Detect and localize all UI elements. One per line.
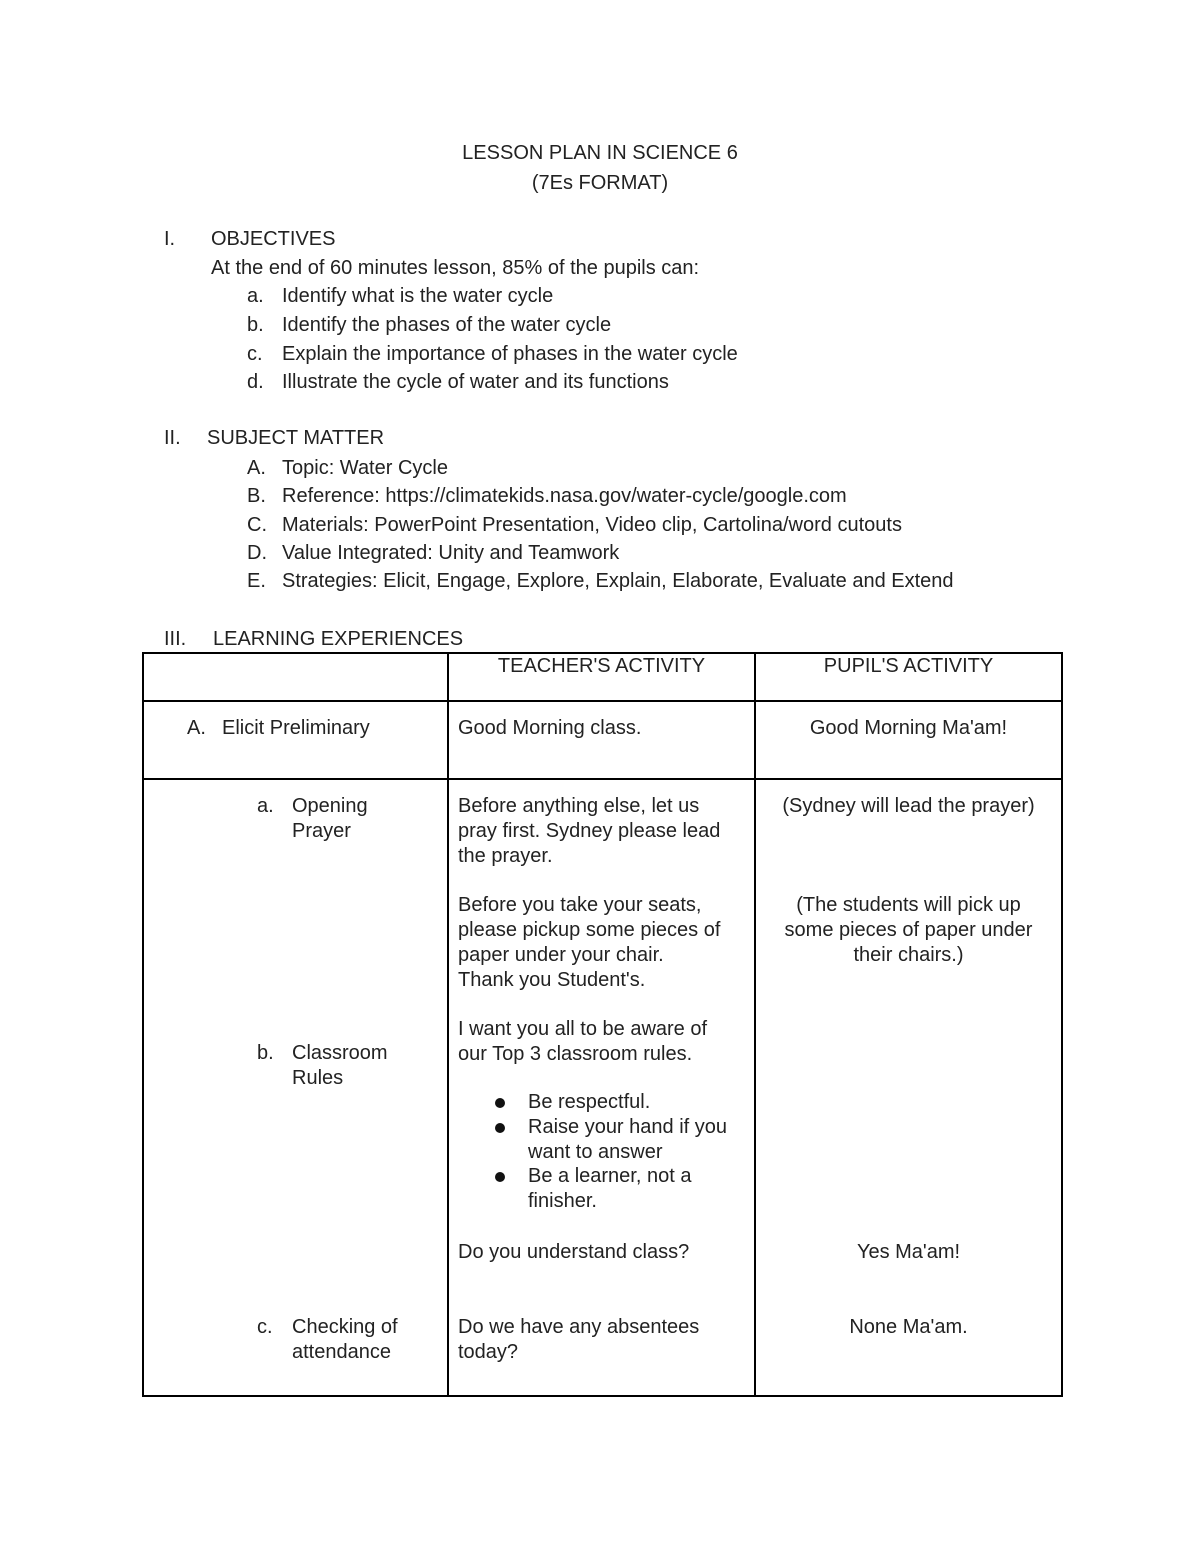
table-header-pupil: PUPIL'S ACTIVITY xyxy=(755,653,1062,701)
pupil-none: None Ma'am. xyxy=(849,1316,968,1338)
list-item: Identify the phases of the water cycle xyxy=(282,314,612,336)
text-line: paper under your chair. xyxy=(458,944,664,966)
section-numeral: I. xyxy=(164,228,176,250)
list-item: Explain the importance of phases in the water cycle xyxy=(282,343,738,365)
text-line: today? xyxy=(458,1341,519,1363)
list-item xyxy=(528,1115,727,1165)
list-item xyxy=(528,1090,650,1115)
teacher-seats xyxy=(458,893,720,993)
label-line: Rules xyxy=(292,1067,344,1089)
teacher-absentees xyxy=(458,1315,699,1365)
pupil-cell xyxy=(755,701,1062,779)
table-header-empty xyxy=(143,653,448,701)
list-item: Materials: PowerPoint Presentation, Video clip, Cartolina/word cutouts xyxy=(282,514,902,536)
list-letter: B. xyxy=(247,485,266,507)
text-line: want to answer xyxy=(528,1141,663,1163)
list-item: Topic: Water Cycle xyxy=(282,457,448,479)
teacher-greeting: Good Morning class. xyxy=(458,717,642,739)
sub-letter: c. xyxy=(257,1316,273,1338)
text-line: finisher. xyxy=(528,1190,597,1212)
list-item: Strategies: Elicit, Engage, Explore, Explain, Elaborate, Evaluate and Extend xyxy=(282,570,954,592)
list-item xyxy=(528,1164,691,1214)
list-item: Identify what is the water cycle xyxy=(282,285,554,307)
list-letter: C. xyxy=(247,514,267,536)
text-line: Be a learner, not a xyxy=(528,1165,692,1187)
section-numeral: III. xyxy=(164,628,187,650)
list-item: Value Integrated: Unity and Teamwork xyxy=(282,542,620,564)
section-numeral: II. xyxy=(164,427,181,449)
learning-experiences-table xyxy=(142,652,1063,1397)
list-letter: E. xyxy=(247,570,266,592)
text-line: Raise your hand if you xyxy=(528,1116,728,1138)
text-line: Do we have any absentees xyxy=(458,1316,700,1338)
list-letter: a. xyxy=(247,285,264,307)
text-line: (The students will pick up xyxy=(796,894,1021,916)
row-label-cell xyxy=(143,701,448,779)
text-line: Before anything else, let us xyxy=(458,795,700,817)
list-letter: A. xyxy=(247,457,266,479)
row-label-cell xyxy=(143,779,448,1396)
row-letter: A. xyxy=(187,717,206,739)
section-heading-subject-matter: SUBJECT MATTER xyxy=(207,427,385,449)
pupil-greeting: Good Morning Ma'am! xyxy=(809,717,1008,739)
label-line: Checking of xyxy=(292,1316,398,1338)
sub-label-checking-attendance xyxy=(292,1315,398,1365)
pupil-paper xyxy=(756,893,1061,968)
bullet-icon xyxy=(495,1123,505,1133)
teacher-prayer xyxy=(458,794,720,869)
section-heading-learning-experiences: LEARNING EXPERIENCES xyxy=(213,628,464,650)
document-subtitle: (7Es FORMAT) xyxy=(531,172,669,194)
teacher-cell xyxy=(448,701,755,779)
text-line: the prayer. xyxy=(458,845,553,867)
objectives-intro: At the end of 60 minutes lesson, 85% of the pupils can: xyxy=(211,257,700,279)
list-letter: D. xyxy=(247,542,267,564)
table-header-row xyxy=(143,653,1062,701)
text-line: Thank you Student's. xyxy=(458,969,646,991)
list-letter: d. xyxy=(247,371,264,393)
text-line: our Top 3 classroom rules. xyxy=(458,1043,693,1065)
sub-letter: b. xyxy=(257,1042,274,1064)
list-item: Illustrate the cycle of water and its functions xyxy=(282,371,669,393)
text-line: I want you all to be aware of xyxy=(458,1018,708,1040)
text-line: some pieces of paper under xyxy=(784,919,1033,941)
label-line: Opening xyxy=(292,795,368,817)
text-line: their chairs.) xyxy=(853,944,964,966)
document-title: LESSON PLAN IN SCIENCE 6 xyxy=(462,142,738,164)
row-label: Elicit Preliminary xyxy=(222,717,370,739)
table-row xyxy=(143,779,1062,1396)
list-item: Reference: https://climatekids.nasa.gov/water-cycle/google.com xyxy=(282,485,847,507)
teacher-cell xyxy=(448,779,755,1396)
text-line: pray first. Sydney please lead xyxy=(458,820,721,842)
section-heading-objectives: OBJECTIVES xyxy=(211,228,336,250)
table-header-teacher: TEACHER'S ACTIVITY xyxy=(448,653,755,701)
text-line: please pickup some pieces of xyxy=(458,919,721,941)
text-line: Before you take your seats, xyxy=(458,894,702,916)
text-line: Be respectful. xyxy=(528,1091,651,1113)
sub-label-classroom-rules xyxy=(292,1041,388,1091)
label-line: attendance xyxy=(292,1341,391,1363)
sub-letter: a. xyxy=(257,795,274,817)
bullet-icon xyxy=(495,1098,505,1108)
pupil-cell xyxy=(755,779,1062,1396)
teacher-rules-intro xyxy=(458,1017,707,1067)
teacher-understand: Do you understand class? xyxy=(458,1241,690,1263)
list-letter: c. xyxy=(247,343,263,365)
label-line: Classroom xyxy=(292,1042,388,1064)
list-letter: b. xyxy=(247,314,264,336)
label-line: Prayer xyxy=(292,820,351,842)
pupil-prayer: (Sydney will lead the prayer) xyxy=(782,795,1035,817)
table-row xyxy=(143,701,1062,779)
bullet-icon xyxy=(495,1172,505,1182)
sub-label-opening-prayer xyxy=(292,794,368,844)
pupil-yes: Yes Ma'am! xyxy=(856,1241,961,1263)
